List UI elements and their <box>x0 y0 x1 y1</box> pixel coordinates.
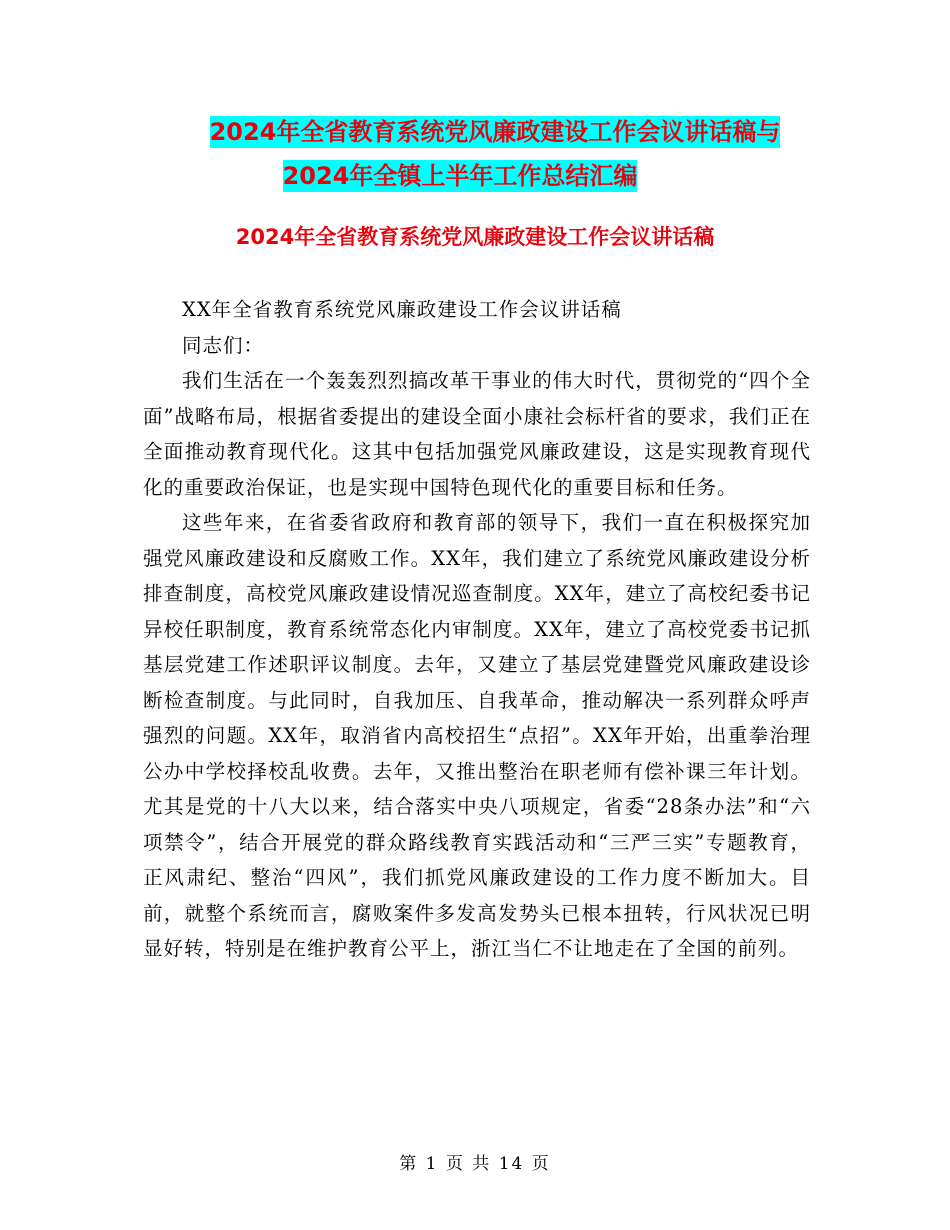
greeting: 同志们： <box>182 333 265 357</box>
page-footer: 第 1 页 共 14 页 <box>399 1154 551 1174</box>
document-body <box>143 292 811 967</box>
document-title-line-2: 2024年全镇上半年工作总结汇编 <box>282 162 638 190</box>
paragraph: 这些年来，在省委省政府和教育部的领导下，我们一直在积极探究加强党风廉政建设和反腐败工作。XX年，我们建立了系统党风廉政建设分析排查制度，高校党风廉政建设情况巡查制度。XX年，建立了高校纪委书记异校任职制度，教育系统常态化内审制度。XX年，建立了高校党委书记抓基层党建工作述职评议制度。去年，又建立了基层党建暨党风廉政建设诊断检查制度。与此同时，自我加压、自我革命，推动解决一系列群众呼声强烈的问题。XX年，取消省内高校招生“点招”。XX年开始，出重拳治理公办中学校择校乱收费。去年，又推出整治在职老师有偿补课三年计划。尤其是党的十八大以来，结合落实中央八项规定，省委“28条办法”和“六项禁令”，结合开展党的群众路线教育实践活动和“三严三实”专题教育，正风肃纪、整治“四风”，我们抓党风廉政建设的工作力度不断加大。目前，就整个系统而言，腐败案件多发高发势头已根本扭转，行风状况已明显好转，特别是在维护教育公平上，浙江当仁不让地走在了全国的前列。 <box>143 511 811 960</box>
speech-subtitle: XX年全省教育系统党风廉政建设工作会议讲话稿 <box>182 298 622 321</box>
paragraph: 我们生活在一个轰轰烈烈搞改革干事业的伟大时代，贯彻党的“四个全面”战略布局，根据省委提出的建设全面小康社会标杆省的要求，我们正在全面推动教育现代化。这其中包括加强党风廉政建设，这是实现教育现代化的重要政治保证，也是实现中国特色现代化的重要目标和任务。 <box>143 369 811 499</box>
section-title: 2024年全省教育系统党风廉政建设工作会议讲话稿 <box>235 225 715 249</box>
document-title-line-1: 2024年全省教育系统党风廉政建设工作会议讲话稿与 <box>209 118 781 146</box>
document-title <box>0 110 950 198</box>
